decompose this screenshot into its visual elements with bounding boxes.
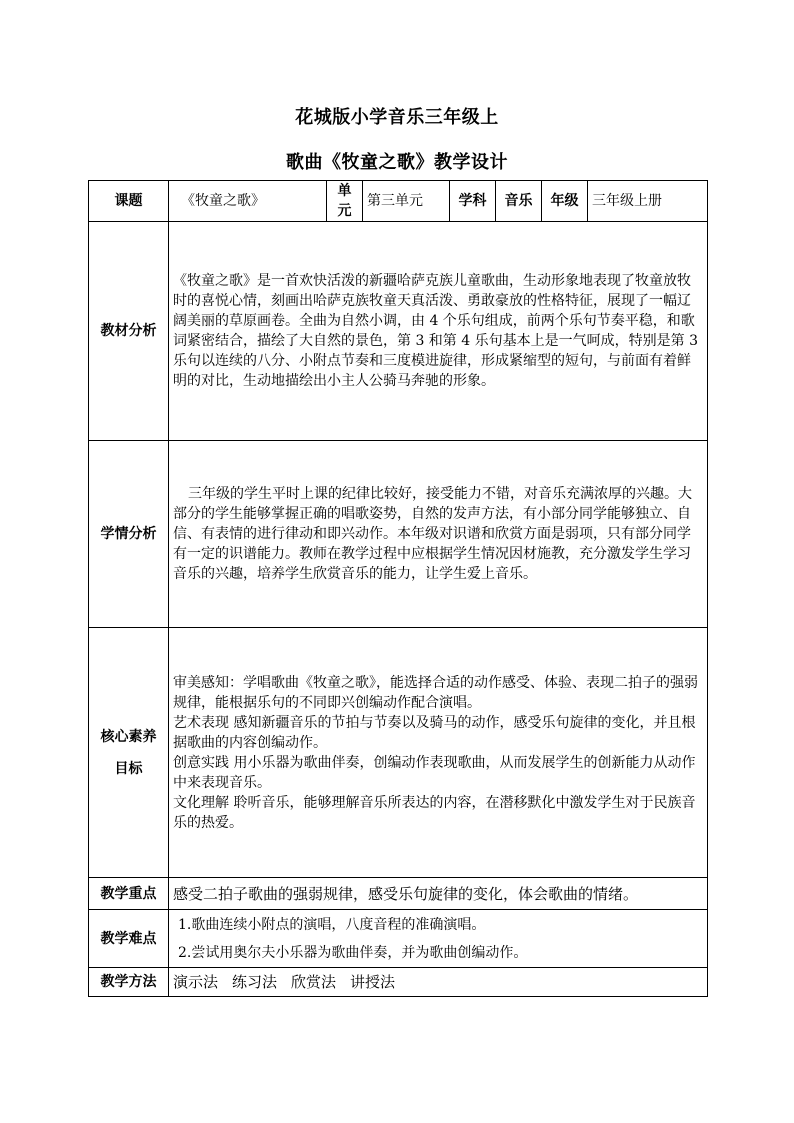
difficulty-item: 1.歌曲连续小附点的演唱，八度音程的准确演唱。 — [178, 916, 486, 933]
grade-label: 年级 — [542, 181, 588, 222]
core-goals-label-line1: 核心素养 — [100, 728, 157, 745]
topic-value: 《牧童之歌》 — [169, 181, 327, 222]
subject-label: 学科 — [450, 181, 496, 222]
student-analysis-text: 三年级的学生平时上课的纪律比较好，接受能力不错，对音乐充满浓厚的兴趣。大部分的学生能够掌握正确的唱歌姿势，自然的发声方法，有小部分同学能够独立、自信、有表情的进行律动和即兴动作。本年级对识谱和欣赏方面是弱项，只有部分同学有一定的识谱能力。教师在教学过程中应根据学生情况因材施教，充分激发学生学习音乐的兴趣，培养学生欣赏音乐的能力，让学生爱上音乐。 — [173, 486, 692, 582]
material-analysis-row — [89, 222, 708, 441]
methods-row — [89, 968, 708, 997]
material-analysis-cell — [169, 222, 708, 441]
material-analysis-text: 《牧童之歌》是一首欢快活泼的新疆哈萨克族儿童歌曲，生动形象地表现了牧童放牧时的喜悦心情，刻画出哈萨克族牧童天真活泼、勇敢豪放的性格特征，展现了一幅辽阔美丽的草原画卷。全曲为自然小调，由 4 个乐句组成，前两个乐句节奏平稳，和歌词紧密结合，描绘了大自然的景色，第 3 和第 4 乐句基本上是一气呵成，特别是第 3 乐句以连续的八分、小附点节奏和三度模进旋律，形成紧缩型的短句，与前面有着鲜明的对比，生动地描绘出小主人公骑马奔驰的形象。 — [173, 273, 698, 389]
core-goals-label — [89, 628, 169, 878]
topic-label: 课题 — [89, 181, 169, 222]
core-goal-item: 审美感知：学唱歌曲《牧童之歌》，能选择合适的动作感受、体验、表现二拍子的强弱规律，能根据乐句的不同即兴创编动作配合演唱。 — [173, 674, 698, 711]
grade-value: 三年级上册 — [588, 181, 708, 222]
student-analysis-cell — [169, 441, 708, 628]
core-goal-item: 文化理解 聆听音乐，能够理解音乐所表达的内容，在潜移默化中激发学生对于民族音乐的热爱。 — [173, 794, 696, 831]
unit-value: 第三单元 — [363, 181, 450, 222]
core-goals-row — [89, 628, 708, 878]
document-subtitle: 歌曲《牧童之歌》教学设计 — [286, 152, 508, 173]
method-item: 讲授法 — [350, 973, 396, 991]
core-goal-item: 艺术表现 感知新疆音乐的节拍与节奏以及骑马的动作，感受乐句旋律的变化，并且根据歌曲的内容创编动作。 — [173, 714, 696, 751]
difficulty-item: 2.尝试用奥尔夫小乐器为歌曲伴奏，并为歌曲创编动作。 — [178, 944, 528, 961]
method-item: 欣赏法 — [291, 973, 337, 991]
methods-cell — [169, 968, 708, 997]
document-title: 花城版小学音乐三年级上 — [295, 107, 499, 128]
difficulties-label: 教学难点 — [89, 910, 169, 968]
core-goals-cell — [169, 628, 708, 878]
unit-label: 单元 — [327, 181, 363, 222]
method-item: 演示法 — [173, 973, 219, 991]
method-item: 练习法 — [232, 973, 278, 991]
core-goal-item: 创意实践 用小乐器为歌曲伴奏，创编动作表现歌曲，从而发展学生的创新能力从动作中来表现音乐。 — [173, 754, 696, 791]
core-goals-label-line2: 目标 — [114, 760, 143, 777]
subject-value: 音乐 — [496, 181, 542, 222]
lesson-plan-table — [88, 180, 708, 997]
key-points-row — [89, 878, 708, 910]
material-analysis-label: 教材分析 — [89, 222, 169, 441]
difficulties-row — [89, 910, 708, 968]
header-row — [89, 181, 708, 222]
student-analysis-label: 学情分析 — [89, 441, 169, 628]
methods-label: 教学方法 — [89, 968, 169, 997]
key-points-text: 感受二拍子歌曲的强弱规律，感受乐句旋律的变化，体会歌曲的情绪。 — [169, 878, 708, 910]
key-points-label: 教学重点 — [89, 878, 169, 910]
difficulties-cell — [169, 910, 708, 968]
student-analysis-row — [89, 441, 708, 628]
